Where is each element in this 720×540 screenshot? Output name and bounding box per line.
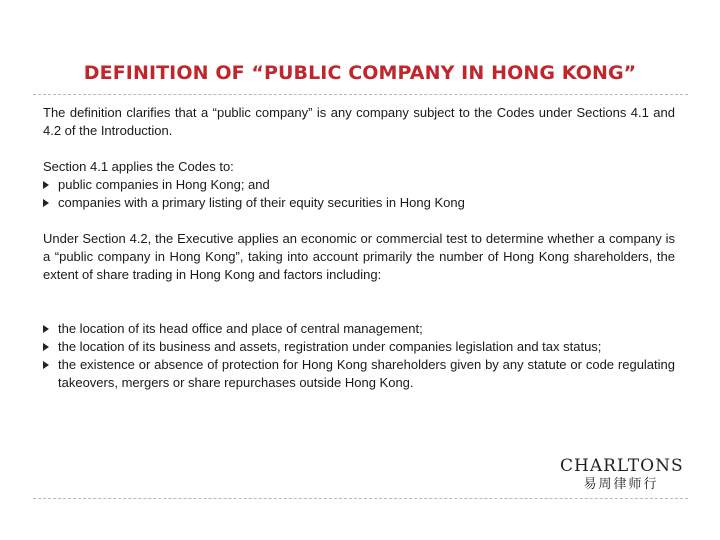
triangle-right-icon (43, 199, 49, 207)
spacer (43, 212, 675, 230)
list-item (43, 356, 675, 392)
spacer (43, 140, 675, 158)
triangle-right-icon (43, 361, 49, 369)
list-item-text: the location of its business and assets, registration under companies legislation and tax status; (58, 339, 602, 354)
bottom-divider (33, 498, 688, 499)
triangle-right-icon (43, 343, 49, 351)
logo-name-english: CHARLTONS (560, 456, 684, 476)
logo-name-chinese: 易周律师行 (583, 477, 659, 492)
list-item-text: the existence or absence of protection for Hong Kong shareholders given by any statute or code regulating takeovers, mergers or share repurchases outside Hong Kong. (58, 357, 675, 390)
list-item (43, 194, 675, 212)
section-42-list (43, 320, 675, 392)
list-item (43, 338, 675, 356)
list-item (43, 176, 675, 194)
spacer (43, 284, 675, 320)
list-item-text: companies with a primary listing of their equity securities in Hong Kong (58, 195, 465, 210)
top-divider (33, 94, 688, 95)
charltons-logo (560, 456, 682, 494)
list-item-text: the location of its head office and place of central management; (58, 321, 423, 336)
section-42-paragraph: Under Section 4.2, the Executive applies an economic or commercial test to determine whether a company is a “public company in Hong Kong”, taking into account primarily the number of Hong Kong shareholders, the extent of share trading in Hong Kong and factors including: (43, 231, 675, 282)
slide-body (43, 104, 675, 392)
slide-title: DEFINITION OF “PUBLIC COMPANY IN HONG KONG” (83, 62, 637, 84)
list-item (43, 320, 675, 338)
triangle-right-icon (43, 325, 49, 333)
list-item-text: public companies in Hong Kong; and (58, 177, 270, 192)
intro-paragraph: The definition clarifies that a “public company” is any company subject to the Codes under Sections 4.1 and 4.2 of the Introduction. (43, 105, 675, 138)
section-41-list (43, 176, 675, 212)
section-41-heading: Section 4.1 applies the Codes to: (43, 159, 234, 174)
triangle-right-icon (43, 181, 49, 189)
